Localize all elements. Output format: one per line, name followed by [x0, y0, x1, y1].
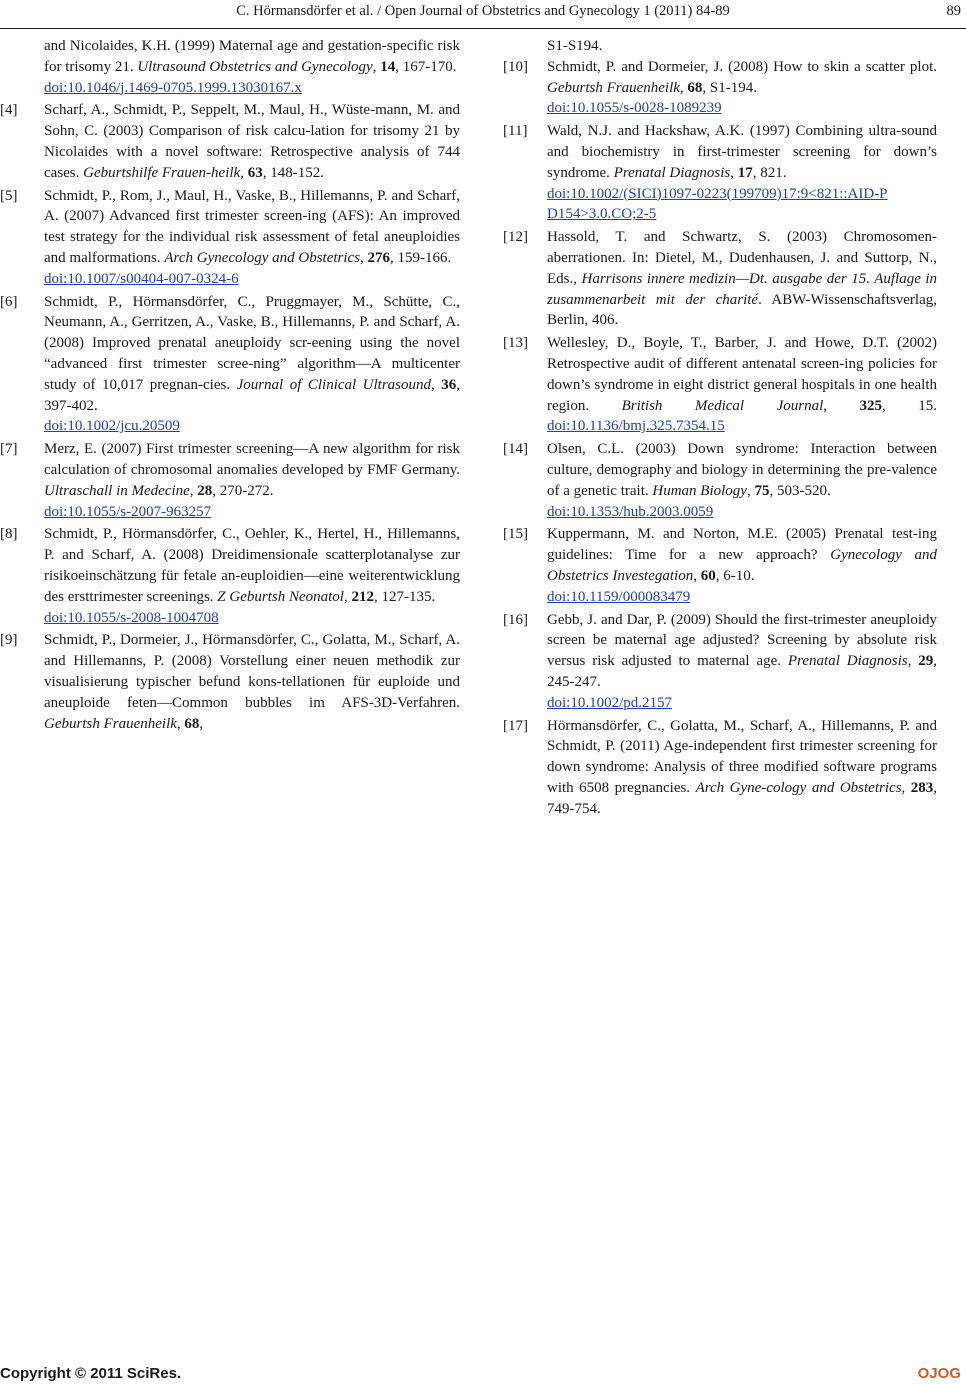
doi-link[interactable]: doi:10.1055/s-2008-1004708 [44, 609, 219, 626]
reference-11: [11] Wald, N.J. and Hackshaw, A.K. (1997) Combining ultra-sound and biochemistry in first-trimester screening for down’s syndrome. Prenatal Diagnosis, 17, 821. doi:10.1002/(SICI)1097-0223(199709)17:9<821::AID-P D154>3.0.CO;2-5 [503, 121, 937, 225]
reference-number: [7] [0, 441, 18, 458]
reference-9: [9] Schmidt, P., Dormeier, J., Hörmansdörfer, C., Golatta, M., Scharf, A. and Hillemanns, P. (2008) Vorstellung einer neuen methodik zur visualisierung typischer befund kons-tellationen für euploide und aneuploide feten—Common bubbles im AFS-3D-Verfahren. Geburtsh Frauenheilk, 68, [0, 632, 460, 732]
reference-4: [4] Scharf, A., Schmidt, P., Seppelt, M., Maul, H., Wüste-mann, M. and Sohn, C. (2003) Comparison of risk calcu-lation for trisomy 21 by Nicolaides with a novel software: Retrospective analysis of 744 cases. Geburtshilfe Frauen-heilk, 63, 148-152. [0, 102, 460, 181]
reference-number: [15] [503, 526, 528, 543]
doi-link[interactable]: doi:10.1055/s-0028-1089239 [547, 100, 722, 117]
doi-link[interactable]: doi:10.1002/(SICI)1097-0223(199709)17:9<821::AID-P D154>3.0.CO;2-5 [547, 185, 888, 223]
reference-number: [11] [503, 123, 528, 140]
reference-number: [10] [503, 58, 528, 75]
journal-abbreviation: OJOG [917, 1365, 961, 1382]
reference-7: [7] Merz, E. (2007) First trimester screening—A new algorithm for risk calculation of chromosomal anomalies developed by FMF Germany. Ultraschall in Medecine, 28, 270-272. doi:10.1055/s-2007-963257 [30, 439, 460, 522]
reference-number: [6] [0, 293, 18, 310]
reference-number: [9] [0, 632, 18, 649]
running-title: C. Hörmansdörfer et al. / Open Journal of Obstetrics and Gynecology 1 (2011) 84-89 [236, 3, 730, 19]
reference-17: [17] Hörmansdörfer, C., Golatta, M., Scharf, A., Hillemanns, P. and Schmidt, P. (2011) Age-independent first trimester screening for down syndrome: Analysis of three modified software programs with 6508 pregnancies. Arch Gyne-cology and Obstetrics, 283, 749-754. [503, 717, 938, 817]
reference-number: [13] [503, 335, 528, 352]
doi-link[interactable]: doi:10.1159/000083479 [547, 588, 691, 605]
reference-10: [10] Schmidt, P. and Dormeier, J. (2008) How to skin a scatter plot. Geburtsh Frauenheilk, 68, S1-194. doi:10.1055/s-0028-1089239 [503, 57, 937, 119]
doi-link[interactable]: doi:10.1055/s-2007-963257 [44, 503, 212, 520]
doi-link[interactable]: doi:10.1007/s00404-007-0324-6 [44, 270, 239, 287]
reference-15: [15] Kuppermann, M. and Norton, M.E. (2005) Prenatal test-ing guidelines: Time for a new approach? Gynecology and Obstetrics Investegation, 60, 6-10. doi:10.1159/000083479 [503, 524, 937, 607]
reference-8: [8] Schmidt, P., Hörmansdörfer, C., Oehler, K., Hertel, H., Hillemanns, P. and Scharf, A. (2008) Dreidimensionale scatterplotanalyse zur risikoeinschätzung für fetale an-euploidien—eine weiterentwicklung des ersttrimester screenings. Z Geburtsh Neonatol, 212, 127-135. doi:10.1055/s-2008-1004708 [30, 524, 460, 628]
page-footer [0, 1362, 966, 1386]
reference-9-continued: S1-S194. [547, 38, 603, 54]
copyright-notice: Copyright © 2011 SciRes. [0, 1365, 182, 1382]
doi-link[interactable]: doi:10.1002/pd.2157 [547, 694, 673, 711]
reference-number: [14] [503, 441, 528, 458]
reference-number: [17] [503, 717, 528, 734]
reference-number: [16] [503, 611, 528, 628]
reference-3-continued: and Nicolaides, K.H. (1999) Maternal age and gestation-specific risk for trisomy 21. Ultrasound Obstetrics and Gynecology, 14, 167-170. doi:10.1046/j.1469-0705.1999.13030167.x [30, 36, 460, 98]
reference-14: [14] Olsen, C.L. (2003) Down syndrome: Interaction between culture, demography and biology in determining the pre-valence of a genetic trait. Human Biology, 75, 503-520. doi:10.1353/hub.2003.0059 [503, 439, 937, 522]
doi-link[interactable]: doi:10.1046/j.1469-0705.1999.13030167.x [44, 79, 302, 96]
doi-link[interactable]: doi:10.1136/bmj.325.7354.15 [547, 418, 725, 435]
reference-number: [12] [503, 229, 528, 246]
reference-6: [6] Schmidt, P., Hörmansdörfer, C., Pruggmayer, M., Schütte, C., Neumann, A., Gerritzen, A., Vaske, B., Hillemanns, P. and Scharf, A. (2008) Improved prenatal aneuploidy scr-eening using the novel “advanced first trimester scree-ning” algorithm—A multicenter study of 10,017 pregnan-cies. Journal of Clinical Ultrasound, 36, 397-402. doi:10.1002/jcu.20509 [30, 292, 460, 438]
left-column [0, 36, 460, 736]
reference-number: [8] [0, 526, 18, 543]
doi-link[interactable]: doi:10.1002/jcu.20509 [44, 418, 180, 435]
reference-number: [4] [0, 102, 18, 119]
reference-5: [5] Schmidt, P., Rom, J., Maul, H., Vaske, B., Hillemanns, P. and Scharf, A. (2007) Advanced first trimester screen-ing (AFS): An improved test strategy for the individual risk assessment of fetal aneuploidies and malformations. Arch Gynecology and Obstetrics, 276, 159-166. doi:10.1007/s00404-007-0324-6 [30, 186, 460, 290]
reference-16: [16] Gebb, J. and Dar, P. (2009) Should the first-trimester aneuploidy screen be maternal age adjusted? Screening by absolute risk versus risk adjusted to maternal age. Prenatal Diagnosis, 29, 245-247. doi:10.1002/pd.2157 [503, 610, 937, 714]
doi-link[interactable]: doi:10.1353/hub.2003.0059 [547, 503, 714, 520]
page-header [0, 0, 966, 29]
reference-13: [13] Wellesley, D., Boyle, T., Barber, J. and Howe, D.T. (2002) Retrospective audit of different antenatal screen-ing policies for down’s syndrome in eight district general hospitals in one health region. British Medical Journal, 325, 15. doi:10.1136/bmj.325.7354.15 [503, 335, 938, 435]
reference-number: [5] [0, 187, 18, 204]
page-number: 89 [946, 3, 961, 19]
right-column [503, 36, 937, 821]
reference-12: [12] Hassold, T. and Schwartz, S. (2003) Chromosomen-aberrationen. In: Dietel, M., Dudenhausen, J. and Suttorp, N., Eds., Harrisons innere medizin—Dt. ausgabe der 15. Auflage in zusammenarbeit mit der charité. ABW-Wissenschaftsverlag, Berlin, 406. [503, 229, 938, 329]
